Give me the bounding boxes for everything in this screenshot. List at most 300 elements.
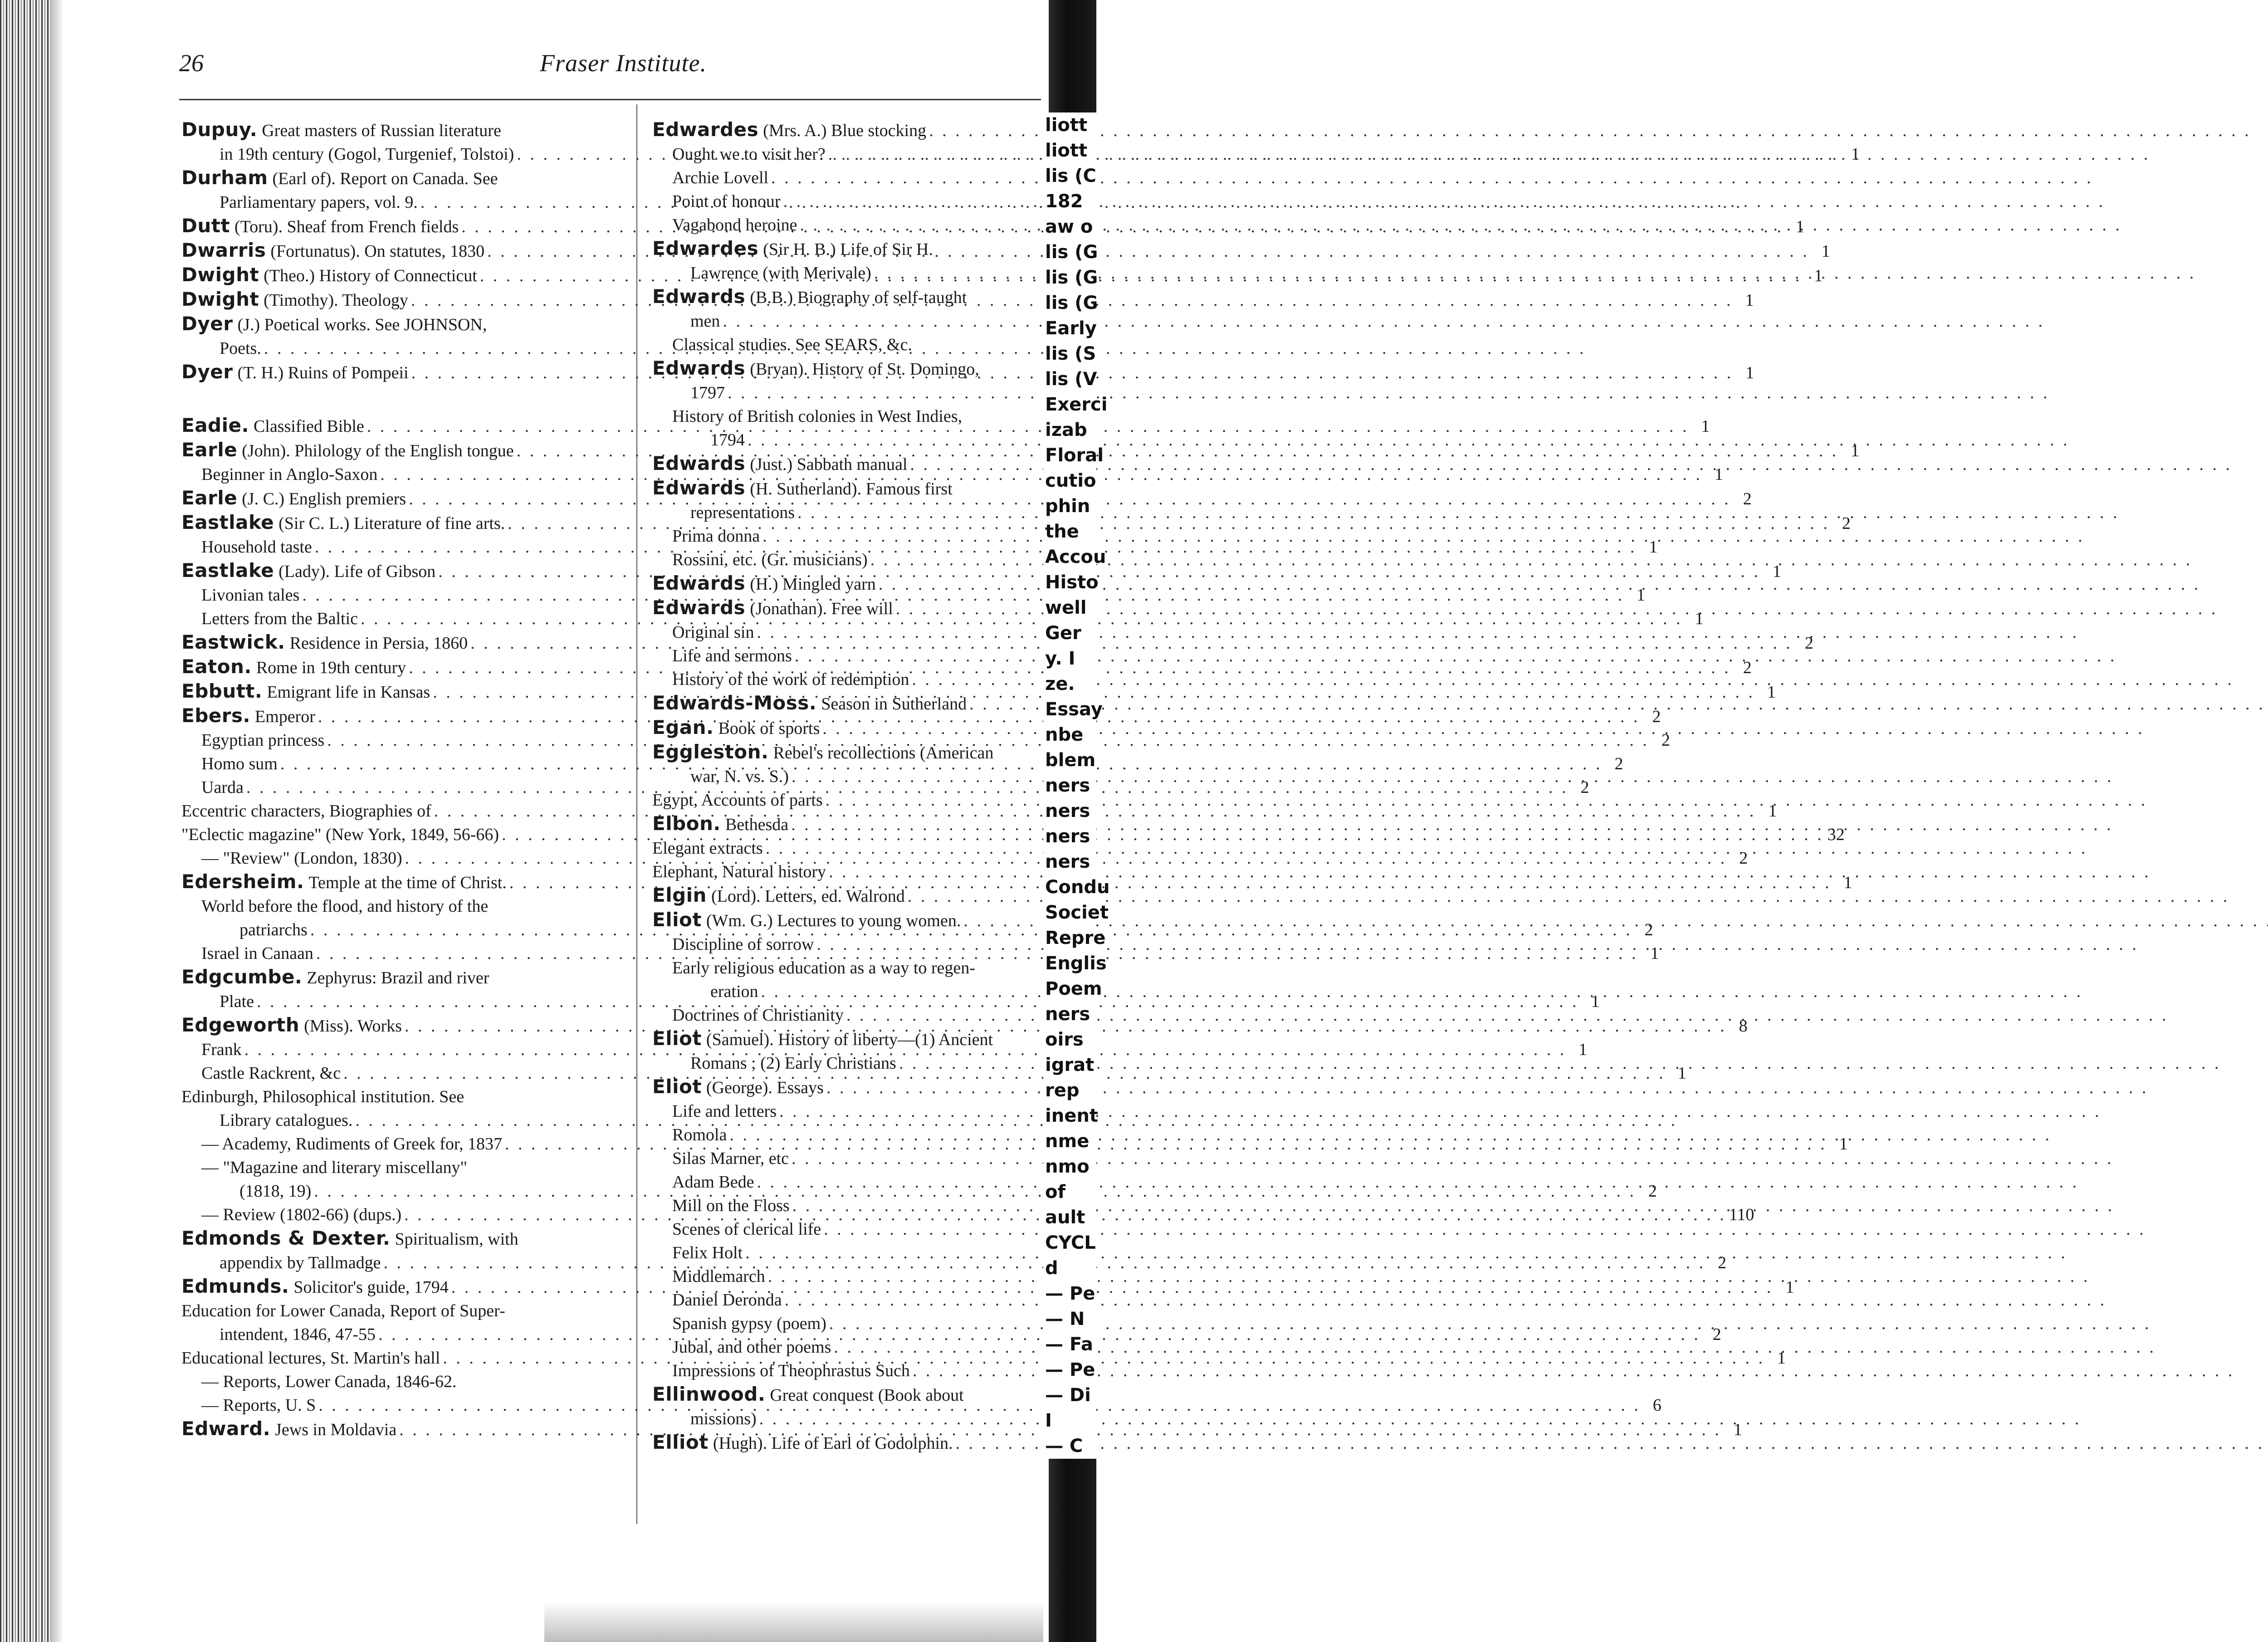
peek-fragment: Ger (1043, 621, 1096, 646)
volume-count: 2 (1804, 634, 1813, 653)
entry-description: Residence in Persia, 1860 (289, 634, 468, 653)
dot-leader (783, 190, 2106, 213)
peek-fragment: nbe (1043, 722, 1096, 748)
entry-description: Edinburgh, Philosophical institution. See (181, 1087, 464, 1106)
peek-fragment: well (1043, 595, 1096, 621)
peek-fragment: Repre (1043, 925, 1096, 951)
index-entry (652, 836, 1041, 860)
dot-leader (963, 909, 2268, 933)
volume-count: 2 (1842, 514, 1851, 533)
dot-leader (792, 1194, 2115, 1217)
index-entry (181, 312, 590, 360)
volume-count: 2 (1652, 707, 1661, 726)
entry-description: Middlemarch (672, 1267, 765, 1286)
entry-description: (Fortunatus). On statutes, 1830 (270, 242, 485, 261)
volume-count: 1 (1777, 1349, 1786, 1368)
volume-count: 1 (1767, 683, 1776, 702)
entry-description: (Miss). Works (304, 1016, 402, 1036)
volume-count: 1 (1851, 145, 1860, 164)
peek-fragment: Condu (1043, 875, 1096, 900)
entry-description: Original sin (672, 623, 754, 642)
entry-description: — Reports, U. S (201, 1396, 316, 1415)
volume-count: 1 (1701, 417, 1710, 436)
dot-leader (910, 453, 2232, 476)
entry-description: (H. Sutherland). Famous first (750, 479, 953, 498)
entry-continuation: 1794 (710, 430, 745, 450)
entry-heading: Dwarris (181, 239, 266, 261)
volume-count: 1 (1851, 441, 1860, 460)
entry-continuation: Poets. (220, 339, 261, 358)
entry-description: Archie Lovell (672, 168, 769, 187)
entry-description: — Reports, Lower Canada, 1846-62. (201, 1372, 457, 1391)
entry-heading: Egan. (652, 716, 714, 738)
index-entry (652, 596, 1041, 621)
peek-fragment: aw o (1043, 214, 1096, 239)
dot-leader (969, 692, 2268, 716)
entry-description: Bethesda (725, 815, 789, 834)
entry-description: History of British colonies in West Indies, (672, 407, 963, 426)
index-entry (652, 691, 1041, 716)
volume-count: 2 (1661, 731, 1670, 750)
entry-description: (Wm. G.) Lectures to young women. (706, 911, 961, 930)
dot-leader (792, 765, 2114, 788)
entry-description: (Lady). Life of Gibson (279, 562, 436, 581)
volume-count: 1 (1785, 1278, 1794, 1297)
volume-count: 2 (1712, 1325, 1721, 1344)
index-entry (652, 1241, 1041, 1265)
volume-count: 1 (1636, 586, 1645, 605)
index-entry (652, 213, 1041, 237)
volume-count: 1 (1650, 944, 1659, 963)
entry-description: Beginner in Anglo-Saxon (201, 465, 378, 484)
peek-fragment: cutio (1043, 468, 1096, 494)
entry-description: — "Review" (London, 1830) (201, 849, 402, 868)
entry-continuation: eration (710, 982, 758, 1001)
dot-leader (826, 788, 2148, 812)
entry-description: Book of sports (718, 719, 820, 738)
dot-leader (826, 1076, 2149, 1100)
page-number: 26 (179, 49, 204, 77)
index-entry (652, 237, 1041, 285)
volume-count: 1 (1843, 873, 1853, 892)
peek-fragment: lis (V (1043, 367, 1096, 392)
volume-count: 1 (1772, 562, 1781, 581)
page-shadow (50, 0, 64, 1642)
dot-leader (822, 717, 2145, 740)
entry-heading: Edmunds. (181, 1275, 289, 1297)
entry-continuation: 1797 (690, 383, 725, 402)
index-entry (652, 1003, 1041, 1027)
peek-fragment: y. I (1043, 646, 1096, 671)
peek-fragment: Early (1043, 316, 1096, 341)
peek-fragment: Essay (1043, 697, 1096, 722)
entry-description: (Earl of). Report on Canada. See (272, 169, 498, 188)
entry-heading: Eastlake (181, 559, 274, 582)
entry-heading: Edwards (652, 596, 746, 619)
dot-leader (829, 860, 2151, 884)
entry-heading: Edwardes (652, 237, 759, 259)
volume-count: 1 (1591, 992, 1600, 1011)
entry-description: Homo sum (201, 754, 278, 773)
index-entry (652, 933, 1041, 956)
entry-description: Letters from the Baltic (201, 609, 358, 628)
volume-count: 110 (1729, 1205, 1755, 1224)
peek-fragment: lis (G (1043, 265, 1096, 290)
peek-fragment: rep (1043, 1078, 1096, 1103)
entry-description: (Theo.) History of Connecticut (264, 266, 477, 285)
peek-fragment: lis (C (1043, 163, 1096, 189)
peek-fragment: Poem (1043, 976, 1096, 1002)
entry-description: Education for Lower Canada, Report of Super- (181, 1301, 505, 1320)
entry-heading: Elbon. (652, 812, 721, 835)
entry-description: History of the work of redemption (672, 670, 909, 689)
peek-fragment: Accou (1043, 544, 1096, 570)
volume-count: 1 (1714, 465, 1723, 484)
dot-leader (728, 381, 2050, 405)
entry-heading: Edwards (652, 572, 746, 594)
peek-fragment: Exerci (1043, 392, 1096, 417)
entry-continuation: Library catalogues. (220, 1111, 353, 1130)
entry-continuation: (1818, 19) (240, 1182, 312, 1201)
entry-description: Egyptian princess (201, 731, 325, 750)
volume-count: 1 (1649, 538, 1658, 557)
entry-continuation: appendix by Tallmadge (220, 1253, 381, 1272)
entry-heading: Edmonds & Dexter. (181, 1227, 391, 1249)
volume-count: 1 (1579, 1040, 1588, 1059)
entry-heading: Dwight (181, 264, 259, 286)
dot-leader (797, 501, 2120, 524)
entry-continuation: patriarchs (240, 920, 308, 939)
dot-leader (834, 1335, 2156, 1359)
entry-description: Point of honour (672, 192, 781, 211)
entry-heading: Dyer (181, 313, 233, 335)
volume-count: 1 (1839, 1134, 1848, 1153)
entry-heading: Eaton. (181, 655, 252, 678)
peek-fragment: I (1043, 1408, 1096, 1433)
index-entry (652, 476, 1041, 524)
dot-leader (929, 119, 2251, 142)
peek-fragment: blem (1043, 748, 1096, 773)
entry-heading: Dutt (181, 215, 230, 237)
index-entry (652, 1027, 1041, 1075)
peek-fragment: lis (S (1043, 341, 1096, 367)
entry-description: Season in Sutherland (821, 694, 967, 713)
entry-description: Discipline of sorrow (672, 935, 814, 954)
entry-heading: Eliot (652, 1075, 702, 1098)
entry-description: Felix Holt (672, 1243, 743, 1262)
dot-leader (785, 1288, 2107, 1312)
entry-description: (B.B.) Biography of self-taught (750, 288, 967, 307)
entry-description: Doctrines of Christianity (672, 1006, 844, 1025)
index-entry (181, 1370, 590, 1393)
peek-fragment: Englis (1043, 951, 1096, 976)
entry-description: (Lord). Letters, ed. Walrond (711, 887, 905, 906)
dot-leader (763, 524, 2085, 548)
entry-description: Temple at the time of Christ. (308, 873, 507, 892)
index-entry (652, 1359, 1041, 1383)
index-entry (652, 1194, 1041, 1217)
entry-continuation: Lawrence (with Merivale) (690, 264, 871, 283)
volume-count: 1 (1695, 609, 1704, 628)
entry-continuation: Parliamentary papers, vol. 9. (220, 193, 418, 212)
index-entry (652, 1383, 1041, 1431)
volume-count: 1 (1745, 291, 1754, 310)
peek-fragment: inent (1043, 1103, 1096, 1129)
entry-heading: Earle (181, 487, 238, 509)
peek-fragment: — Fa (1043, 1332, 1096, 1357)
index-entry (652, 908, 1041, 933)
entry-description: Rebel's recollections (American (773, 743, 994, 762)
entry-continuation: men (690, 312, 720, 331)
volume-count: 8 (1739, 1016, 1748, 1036)
peek-fragment: — C (1043, 1433, 1096, 1459)
index-entry (652, 572, 1041, 596)
entry-description: World before the flood, and history of the (201, 897, 489, 916)
entry-description: — "Magazine and literary miscellany" (201, 1158, 468, 1177)
entry-description: — Review (1802-66) (dups.) (201, 1205, 402, 1224)
peek-fragment: lis (G (1043, 290, 1096, 316)
index-entry (652, 860, 1041, 884)
entry-heading: Edward. (181, 1417, 271, 1440)
entry-heading: Eadie. (181, 414, 249, 436)
volume-count: 2 (1739, 849, 1748, 868)
entry-description: Classified Bible (253, 417, 364, 436)
entry-description: Classical studies. See SEARS, &c. (672, 335, 912, 354)
index-entry (652, 1170, 1041, 1194)
peek-fragment: ners (1043, 773, 1096, 798)
entry-description: Emigrant life in Kansas (267, 683, 430, 702)
index-entry (652, 644, 1041, 668)
entry-description: Early religious education as a way to regen- (672, 958, 975, 977)
volume-count: 1 (1795, 217, 1804, 236)
entry-description: (Timothy). Theology (264, 291, 408, 310)
entry-description: Emperor (254, 707, 315, 726)
entry-description: (Jonathan). Free will (750, 599, 893, 618)
entry-description: (H.) Mingled yarn (750, 575, 876, 594)
dot-leader (759, 1407, 2082, 1431)
index-entry (652, 1123, 1041, 1147)
peek-fragment: ners (1043, 849, 1096, 875)
entry-continuation: Plate (220, 992, 254, 1011)
entry-description: Great masters of Russian literature (262, 121, 501, 140)
entry-heading: Ebers. (181, 704, 250, 727)
peek-fragment: 182 (1043, 189, 1096, 214)
entry-description: Frank (201, 1040, 242, 1059)
entry-heading: Dupuy. (181, 118, 258, 141)
entry-description: (George). Essays (706, 1078, 824, 1097)
entry-description: Life and sermons (672, 646, 792, 665)
entry-description: (Mrs. A.) Blue stocking (763, 121, 927, 140)
peek-fragment: nme (1043, 1129, 1096, 1154)
dot-leader (779, 1100, 2102, 1123)
dot-leader (757, 1170, 2079, 1194)
entry-continuation: representations (690, 503, 795, 522)
index-entry (652, 668, 1041, 691)
volume-count: 1 (1821, 242, 1830, 261)
dot-leader (757, 621, 2079, 644)
peek-fragment: of (1043, 1179, 1096, 1205)
entry-description: Jews in Moldavia (275, 1420, 397, 1439)
entry-continuation: Romans ; (2) Early Christians (690, 1054, 896, 1073)
peek-fragment: lis (G (1043, 239, 1096, 265)
entry-description: Elephant, Natural history (652, 862, 826, 881)
entry-description: Rossini, etc. (Gr. musicians) (672, 550, 868, 569)
entry-description: Vagabond heroine (672, 215, 797, 235)
entry-continuation: intendent, 1846, 47-55 (220, 1325, 376, 1344)
entry-description: Solicitor's guide, 1794 (293, 1278, 449, 1297)
dot-leader (791, 813, 2113, 836)
volume-count: 1 (1768, 801, 1777, 821)
dot-leader (829, 1312, 2151, 1335)
index-entry (652, 716, 1041, 740)
peek-fragment: — Pe (1043, 1281, 1096, 1306)
dot-leader (828, 142, 2151, 166)
dot-leader (956, 1432, 2268, 1455)
peek-fragment: nmo (1043, 1154, 1096, 1179)
index-entry (652, 452, 1041, 476)
peek-fragment: liott (1043, 138, 1096, 163)
dot-leader (771, 166, 2093, 190)
entry-description: Rome in 19th century (256, 658, 406, 677)
index-entry (652, 812, 1041, 836)
index-entry (652, 956, 1041, 1003)
dot-leader (816, 933, 2139, 956)
entry-description: Great conquest (Book about (770, 1386, 964, 1405)
dot-leader (913, 1359, 2235, 1383)
entry-description: Livonian tales (201, 586, 300, 605)
index-entry (652, 405, 1041, 452)
entry-continuation: in 19th century (Gogol, Turgenief, Tolstoi) (220, 145, 514, 164)
index-entry (652, 1100, 1041, 1123)
index-entry (181, 166, 590, 214)
entry-description: Adam Bede (672, 1173, 754, 1192)
entry-description: Scenes of clerical life (672, 1220, 821, 1239)
entry-description: (J.) Poetical works. See JOHNSON, (237, 315, 487, 334)
peek-fragment: phin (1043, 494, 1096, 519)
index-entry (652, 118, 1041, 142)
entry-heading: Eastlake (181, 511, 274, 533)
entry-description: (Toru). Sheaf from French fields (234, 217, 459, 236)
peek-fragment: Floral (1043, 443, 1096, 468)
dot-leader (824, 1217, 2146, 1241)
index-entry (652, 1265, 1041, 1288)
entry-description: — Academy, Rudiments of Greek for, 1837 (201, 1134, 502, 1153)
index-entry (652, 621, 1041, 644)
peek-fragment: liott (1043, 112, 1096, 138)
peek-fragment: igrat (1043, 1052, 1096, 1078)
index-entry (652, 1075, 1041, 1100)
entry-heading: Dwight (181, 288, 259, 310)
peek-fragment: izab (1043, 417, 1096, 443)
bottom-shadow (544, 1601, 1043, 1642)
index-entry (652, 1335, 1041, 1359)
peek-fragment: — Di (1043, 1383, 1096, 1408)
dot-leader (912, 668, 2234, 691)
peek-fragment: ault (1043, 1205, 1096, 1230)
entry-description: Uarda (201, 778, 244, 797)
index-entry (652, 333, 1041, 357)
peek-fragment: ners (1043, 1002, 1096, 1027)
index-entry (652, 285, 1041, 333)
dot-leader (792, 1147, 2114, 1170)
entry-description: Eccentric characters, Biographies of (181, 801, 431, 821)
entry-description: Spiritualism, with (395, 1230, 518, 1249)
entry-continuation: war, N. vs. S.) (690, 767, 789, 786)
peek-fragment: ze. (1043, 671, 1096, 697)
entry-heading: Eliot (652, 1027, 702, 1050)
entry-heading: Earle (181, 439, 238, 461)
entry-description: Ought we to visit her? (672, 145, 826, 164)
entry-continuation: missions) (690, 1409, 757, 1428)
volume-count: 2 (1644, 920, 1653, 939)
header-rule (179, 99, 1041, 100)
entry-description: Zephyrus: Brazil and river (307, 968, 489, 987)
volume-count: 2 (1648, 1182, 1657, 1201)
volume-count: 6 (1652, 1396, 1662, 1415)
entry-description: Impressions of Theophrastus Such (672, 1361, 910, 1380)
entry-heading: Edgcumbe. (181, 966, 303, 988)
entry-description: Household taste (201, 538, 312, 557)
entry-description: "Eclectic magazine" (New York, 1849, 56-66) (181, 825, 499, 844)
peek-fragment: the (1043, 519, 1096, 544)
entry-description: Mill on the Floss (672, 1196, 790, 1215)
index-entry (652, 1217, 1041, 1241)
index-entry (652, 884, 1041, 908)
volume-count: 2 (1580, 778, 1589, 797)
peek-fragment: Histo (1043, 570, 1096, 595)
dot-leader (745, 1241, 2068, 1265)
entry-description: (Bryan). History of St. Domingo, (750, 360, 979, 379)
entry-description: Spanish gypsy (poem) (672, 1314, 826, 1333)
volume-count: 1 (1677, 1064, 1686, 1083)
entry-description: Silas Marner, etc (672, 1149, 789, 1168)
peek-fragment: ners (1043, 824, 1096, 849)
dot-leader (729, 1123, 2052, 1147)
peek-fragment: oirs (1043, 1027, 1096, 1052)
index-entry (652, 524, 1041, 548)
entry-description: Prima donna (672, 527, 760, 546)
entry-description: Life and letters (672, 1102, 777, 1121)
volume-count: 2 (1743, 658, 1752, 677)
entry-heading: Edwards-Moss. (652, 692, 817, 714)
entry-heading: Edwards (652, 285, 746, 308)
entry-heading: Edwards (652, 477, 746, 499)
volume-count: 2 (1614, 754, 1623, 773)
volume-count: 1 (1733, 1420, 1742, 1439)
dot-leader (795, 644, 2117, 668)
dot-leader (800, 213, 2122, 237)
dot-leader (766, 836, 2088, 860)
volume-count: 32 (1827, 825, 1845, 844)
index-entry (181, 1085, 590, 1132)
index-entry (652, 1147, 1041, 1170)
entry-description: (John). Philology of the English tongue (242, 441, 514, 460)
entry-heading: Durham (181, 166, 268, 189)
entry-heading: Ellinwood. (652, 1383, 766, 1405)
dot-leader (723, 309, 2045, 333)
entry-heading: Elgin (652, 884, 707, 906)
entry-heading: Dyer (181, 361, 233, 383)
peek-fragment: Societ (1043, 900, 1096, 925)
volume-count: 1 (1814, 266, 1823, 285)
entry-description: (J. C.) English premiers (242, 489, 406, 508)
dot-leader (768, 1265, 2090, 1288)
entry-description: (Samuel). History of liberty—(1) Ancient (706, 1030, 993, 1049)
running-head: Fraser Institute. (540, 49, 707, 77)
peek-fragment: — Pe (1043, 1357, 1096, 1383)
entry-description: Educational lectures, St. Martin's hall (181, 1349, 440, 1368)
entry-heading: Eliot (652, 909, 702, 931)
